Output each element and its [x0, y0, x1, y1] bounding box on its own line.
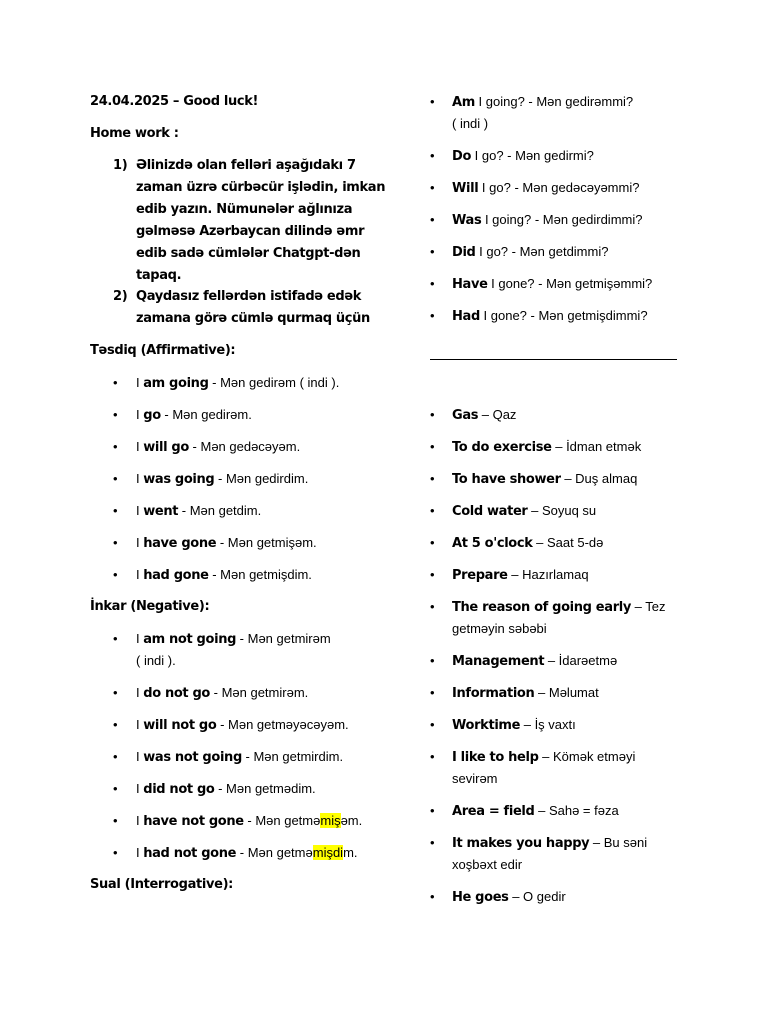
bullet-icon: • [430, 599, 435, 614]
task-line: tapaq. [136, 268, 182, 283]
task-line: gəlməsə Azərbaycan dilində əmr [136, 224, 365, 239]
bullet-icon: • [430, 535, 435, 550]
bullet-icon: • [430, 803, 435, 818]
bullet-icon: • [113, 749, 118, 764]
bullet-icon: • [113, 407, 118, 422]
bullet-icon: • [430, 471, 435, 486]
homework-label: Home work : [90, 126, 179, 141]
task-line: zamana görə cümlə qurmaq üçün [136, 311, 370, 326]
task-number: 1) [113, 158, 128, 173]
bullet-icon: • [113, 631, 118, 646]
task-number: 2) [113, 289, 128, 304]
highlighted-text: miş [320, 813, 341, 828]
bullet-icon: • [113, 471, 118, 486]
bullet-icon: • [430, 503, 435, 518]
bullet-icon: • [113, 375, 118, 390]
bullet-icon: • [430, 212, 435, 227]
date-heading: 24.04.2025 – Good luck! [90, 94, 259, 109]
bullet-icon: • [430, 94, 435, 109]
interrogative-heading: Sual (Interrogative): [90, 877, 234, 892]
bullet-icon: • [430, 653, 435, 668]
bullet-icon: • [113, 717, 118, 732]
bullet-icon: • [430, 685, 435, 700]
bullet-icon: • [113, 535, 118, 550]
bullet-icon: • [430, 835, 435, 850]
negative-heading: İnkar (Negative): [90, 599, 210, 614]
affirmative-heading: Təsdiq (Affirmative): [90, 343, 236, 358]
task-line: zaman üzrə cürbəcür işlədin, imkan [136, 180, 386, 195]
highlighted-text: mişdi [312, 845, 344, 860]
horizontal-divider [430, 359, 677, 360]
task-line: edib yazın. Nümunələr ağlınıza [136, 202, 353, 217]
bullet-icon: • [430, 180, 435, 195]
bullet-icon: • [430, 717, 435, 732]
bullet-icon: • [430, 407, 435, 422]
bullet-icon: • [430, 276, 435, 291]
bullet-icon: • [113, 845, 118, 860]
bullet-icon: • [430, 439, 435, 454]
bullet-icon: • [430, 889, 435, 904]
bullet-icon: • [113, 813, 118, 828]
bullet-icon: • [430, 244, 435, 259]
task-line: Qaydasız fellərdən istifadə edək [136, 289, 362, 304]
bullet-icon: • [113, 685, 118, 700]
task-line: edib sadə cümlələr Chatgpt-dən [136, 246, 361, 261]
bullet-icon: • [113, 439, 118, 454]
bullet-icon: • [430, 308, 435, 323]
bullet-icon: • [113, 781, 118, 796]
task-line: Əlinizdə olan felləri aşağıdakı 7 [136, 158, 356, 173]
bullet-icon: • [430, 749, 435, 764]
bullet-icon: • [430, 148, 435, 163]
bullet-icon: • [113, 567, 118, 582]
bullet-icon: • [113, 503, 118, 518]
bullet-icon: • [430, 567, 435, 582]
